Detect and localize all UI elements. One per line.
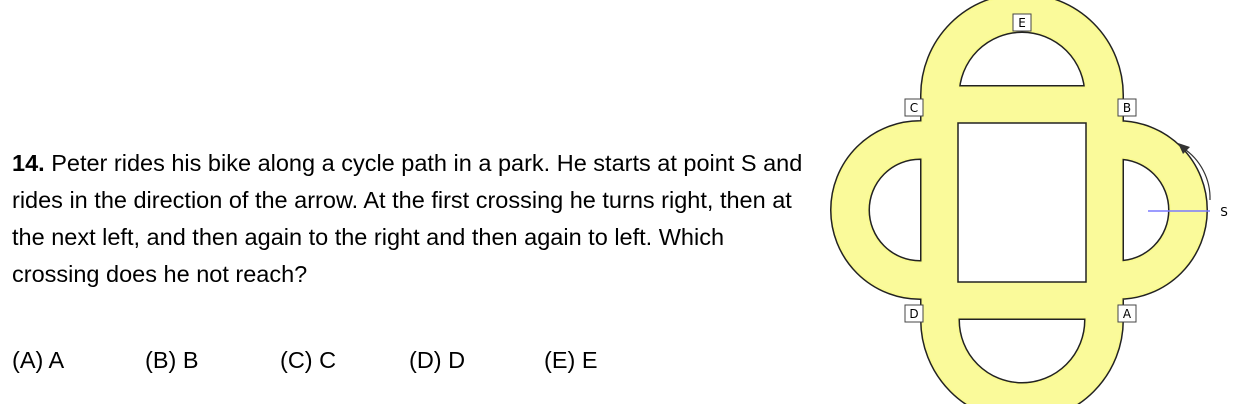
- question-number: 14.: [12, 150, 45, 176]
- label-c-text: C: [909, 101, 919, 115]
- label-d: [905, 305, 923, 322]
- option-b[interactable]: (B) B: [145, 347, 199, 373]
- label-e: [1013, 14, 1031, 31]
- label-e-text: E: [1018, 16, 1026, 30]
- label-b-text: B: [1122, 101, 1132, 115]
- option-e[interactable]: (E) E: [544, 347, 598, 373]
- option-c[interactable]: (C) C: [280, 347, 337, 373]
- label-b: [1118, 99, 1136, 116]
- label-d-text: D: [909, 307, 919, 321]
- cycle-path-diagram: [820, 0, 1241, 404]
- center-square: [958, 123, 1086, 282]
- question-body: Peter rides his bike along a cycle path in a park. He starts at point S and rides in the direction of the arrow. At the first crossing he turns right, then at the next left, and then again to the right and then again to left. Which crossing does he not reach?: [12, 150, 803, 287]
- label-a: [1118, 305, 1136, 322]
- label-s-text: S: [1220, 205, 1228, 219]
- question-text: [12, 145, 812, 293]
- option-a[interactable]: (A) A: [12, 347, 65, 373]
- option-d[interactable]: (D) D: [409, 347, 466, 373]
- label-a-text: A: [1122, 307, 1132, 321]
- label-c: [905, 99, 923, 116]
